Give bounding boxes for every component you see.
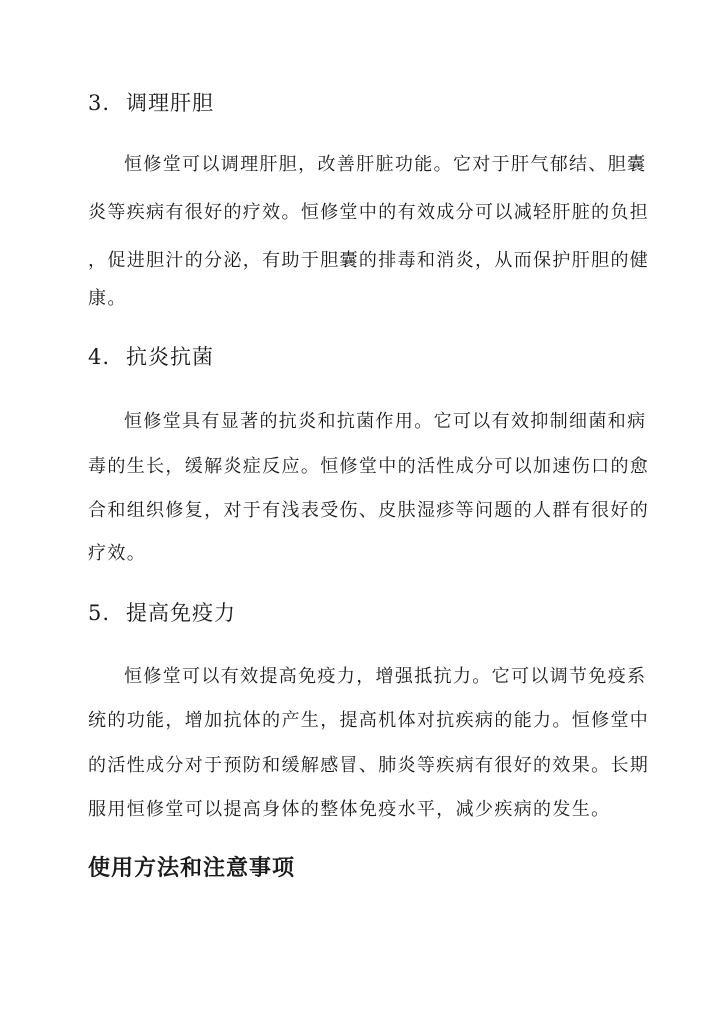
paragraph-line: 康。 — [88, 288, 127, 309]
section-number: 3. — [88, 91, 111, 115]
paragraph-line: 恒修堂具有显著的抗炎和抗菌作用。它可以有效抑制细菌和病 — [124, 411, 647, 432]
section-number: 4. — [88, 345, 111, 369]
section-title: 抗炎抗菌 — [126, 345, 214, 369]
paragraph-line: 疗效。 — [88, 543, 147, 564]
paragraph-line: 炎等疾病有很好的疗效。恒修堂中的有效成分可以减轻肝脏的负担 — [88, 202, 650, 223]
paragraph-line: 恒修堂可以有效提高免疫力，增强抵抗力。它可以调节免疫系 — [124, 666, 647, 687]
section-heading — [88, 347, 214, 368]
section-heading — [88, 93, 214, 114]
section-title: 调理肝胆 — [126, 91, 214, 115]
paragraph-line: 统的功能，增加抗体的产生，提高机体对抗疾病的能力。恒修堂中 — [88, 710, 650, 731]
section-heading — [88, 603, 236, 624]
paragraph-line: 毒的生长，缓解炎症反应。恒修堂中的活性成分可以加速伤口的愈 — [88, 456, 650, 477]
section-title: 提高免疫力 — [126, 601, 236, 625]
usage-notes-heading: 使用方法和注意事项 — [88, 855, 296, 881]
paragraph-line: 服用恒修堂可以提高身体的整体免疫水平，减少疾病的发生。 — [88, 799, 611, 820]
paragraph-line: ，促进胆汁的分泌，有助于胆囊的排毒和消炎，从而保护肝胆的健 — [88, 250, 650, 271]
paragraph-line: 恒修堂可以调理肝胆，改善肝脏功能。它对于肝气郁结、胆囊 — [124, 154, 647, 175]
paragraph-line: 的活性成分对于预防和缓解感冒、肺炎等疾病有很好的效果。长期 — [88, 755, 650, 776]
section-number: 5. — [88, 601, 111, 625]
paragraph-line: 合和组织修复，对于有浅表受伤、皮肤湿疹等问题的人群有很好的 — [88, 500, 650, 521]
